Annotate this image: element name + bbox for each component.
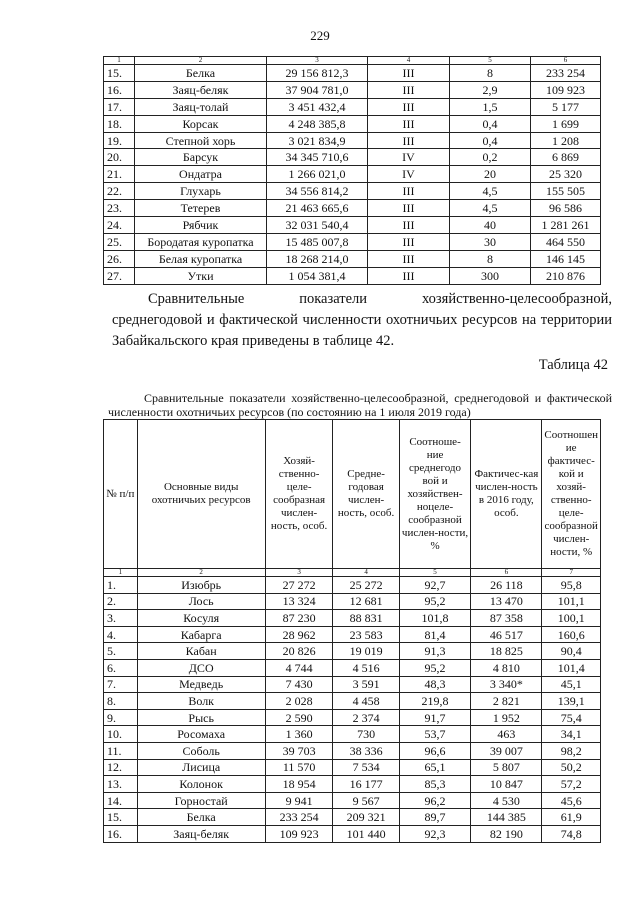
- habitat-area: 29 156 812,3: [267, 65, 368, 82]
- population-count: 96 586: [531, 200, 601, 217]
- average-count: 3 591: [333, 676, 399, 693]
- average-count: 88 831: [333, 610, 399, 627]
- row-number: 2.: [104, 593, 138, 610]
- ratio-actual: 50,2: [542, 759, 601, 776]
- actual-count: 10 847: [471, 776, 542, 793]
- row-number: 14.: [104, 792, 138, 809]
- average-count: 101 440: [333, 825, 399, 842]
- average-count: 12 681: [333, 593, 399, 610]
- table-row: [104, 709, 601, 726]
- habitat-class: III: [368, 267, 450, 284]
- ratio-average: 96,6: [399, 742, 471, 759]
- table1-index-cell: 3: [267, 57, 368, 65]
- habitat-class: III: [368, 200, 450, 217]
- target-count: 27 272: [265, 577, 333, 594]
- row-number: 18.: [104, 115, 135, 132]
- table-row: [104, 809, 601, 826]
- table-row: [104, 742, 601, 759]
- population-count: 6 869: [531, 149, 601, 166]
- species-name: Колонок: [137, 776, 265, 793]
- species-name: Рябчик: [135, 217, 267, 234]
- body-paragraph: [112, 289, 612, 352]
- habitat-class: III: [368, 132, 450, 149]
- ratio-average: 85,3: [399, 776, 471, 793]
- table-caption-text: Сравнительные показатели хозяйственно-целесообразной, среднегодовой и фактической численности охотничьих ресурсов (по состоянию на 1 июля 2019 года): [108, 391, 612, 419]
- row-number: 23.: [104, 200, 135, 217]
- table2-index-cell: 6: [471, 569, 542, 577]
- density: 1,5: [450, 98, 531, 115]
- density: 40: [450, 217, 531, 234]
- table-label: Таблица 42: [538, 357, 608, 373]
- row-number: 16.: [104, 825, 138, 842]
- average-count: 38 336: [333, 742, 399, 759]
- average-count: 25 272: [333, 577, 399, 594]
- table1-index-row: [104, 57, 601, 65]
- density: 300: [450, 267, 531, 284]
- row-number: 9.: [104, 709, 138, 726]
- species-name: Росомаха: [137, 726, 265, 743]
- actual-count: 26 118: [471, 577, 542, 594]
- table1-index-cell: 4: [368, 57, 450, 65]
- ratio-average: 91,7: [399, 709, 471, 726]
- ratio-actual: 45,6: [542, 792, 601, 809]
- table-row: [104, 825, 601, 842]
- species-name: Бородатая куропатка: [135, 233, 267, 250]
- ratio-actual: 98,2: [542, 742, 601, 759]
- density: 8: [450, 250, 531, 267]
- row-number: 5.: [104, 643, 138, 660]
- species-name: Медведь: [137, 676, 265, 693]
- actual-count: 4 530: [471, 792, 542, 809]
- row-number: 27.: [104, 267, 135, 284]
- row-number: 22.: [104, 183, 135, 200]
- species-name: Белка: [135, 65, 267, 82]
- paragraph-first-line: Сравнительные показатели хозяйственно-целесообразной,: [148, 291, 612, 307]
- population-count: 233 254: [531, 65, 601, 82]
- ratio-average: 89,7: [399, 809, 471, 826]
- population-count: 464 550: [531, 233, 601, 250]
- density: 2,9: [450, 81, 531, 98]
- paragraph-rest: среднегодовой и фактической численности охотничьих ресурсов на территории Забайкальского края приведены в таблице 42.: [112, 312, 612, 349]
- ratio-actual: 90,4: [542, 643, 601, 660]
- table1-index-cell: 6: [531, 57, 601, 65]
- habitat-area: 1 054 381,4: [267, 267, 368, 284]
- species-name: Лось: [137, 593, 265, 610]
- target-count: 4 744: [265, 659, 333, 676]
- header-ratio-average: Соотноше-ние среднегодо вой и хозяйствен-ноцеле-сообразной числен-ности, %: [399, 420, 471, 569]
- table-row: [104, 792, 601, 809]
- header-species: Основные виды охотничьих ресурсов: [137, 420, 265, 569]
- target-count: 9 941: [265, 792, 333, 809]
- target-count: 87 230: [265, 610, 333, 627]
- species-name: Волк: [137, 693, 265, 710]
- ratio-average: 95,2: [399, 593, 471, 610]
- row-number: 10.: [104, 726, 138, 743]
- species-name: Глухарь: [135, 183, 267, 200]
- species-name: Заяц-беляк: [137, 825, 265, 842]
- actual-count: 82 190: [471, 825, 542, 842]
- ratio-actual: 57,2: [542, 776, 601, 793]
- species-name: Изюбрь: [137, 577, 265, 594]
- table-row: [104, 217, 601, 234]
- habitat-class: III: [368, 250, 450, 267]
- table-row: [104, 693, 601, 710]
- table-row: [104, 250, 601, 267]
- density: 0,4: [450, 115, 531, 132]
- ratio-actual: 74,8: [542, 825, 601, 842]
- target-count: 13 324: [265, 593, 333, 610]
- row-number: 6.: [104, 659, 138, 676]
- table-row: [104, 166, 601, 183]
- ratio-actual: 101,4: [542, 659, 601, 676]
- habitat-class: III: [368, 115, 450, 132]
- table2-index-cell: 5: [399, 569, 471, 577]
- density: 4,5: [450, 200, 531, 217]
- population-count: 155 505: [531, 183, 601, 200]
- habitat-class: IV: [368, 149, 450, 166]
- target-count: 233 254: [265, 809, 333, 826]
- density: 0,2: [450, 149, 531, 166]
- row-number: 8.: [104, 693, 138, 710]
- habitat-area: 15 485 007,8: [267, 233, 368, 250]
- table-row: [104, 626, 601, 643]
- actual-count: 2 821: [471, 693, 542, 710]
- habitat-area: 34 345 710,6: [267, 149, 368, 166]
- actual-count: 5 807: [471, 759, 542, 776]
- ratio-average: 96,2: [399, 792, 471, 809]
- habitat-class: III: [368, 65, 450, 82]
- actual-count: 1 952: [471, 709, 542, 726]
- table1-index-cell: 2: [135, 57, 267, 65]
- table-row: [104, 81, 601, 98]
- habitat-class: III: [368, 81, 450, 98]
- average-count: 4 516: [333, 659, 399, 676]
- table1-index-cell: 5: [450, 57, 531, 65]
- species-name: Косуля: [137, 610, 265, 627]
- target-count: 2 028: [265, 693, 333, 710]
- target-count: 109 923: [265, 825, 333, 842]
- habitat-area: 4 248 385,8: [267, 115, 368, 132]
- population-count: 109 923: [531, 81, 601, 98]
- row-number: 1.: [104, 577, 138, 594]
- actual-count: 18 825: [471, 643, 542, 660]
- average-count: 9 567: [333, 792, 399, 809]
- actual-count: 39 007: [471, 742, 542, 759]
- species-name: Кабарга: [137, 626, 265, 643]
- habitat-area: 32 031 540,4: [267, 217, 368, 234]
- row-number: 25.: [104, 233, 135, 250]
- habitat-area: 18 268 214,0: [267, 250, 368, 267]
- species-name: Степной хорь: [135, 132, 267, 149]
- average-count: 2 374: [333, 709, 399, 726]
- row-number: 4.: [104, 626, 138, 643]
- header-number: № п/п: [104, 420, 138, 569]
- table-row: [104, 676, 601, 693]
- table-row: [104, 132, 601, 149]
- ratio-actual: 45,1: [542, 676, 601, 693]
- table-row: [104, 726, 601, 743]
- target-count: 1 360: [265, 726, 333, 743]
- habitat-class: III: [368, 183, 450, 200]
- ratio-average: 65,1: [399, 759, 471, 776]
- species-name: Заяц-толай: [135, 98, 267, 115]
- table-row: [104, 149, 601, 166]
- table-row: [104, 659, 601, 676]
- comparison-table: [103, 419, 601, 843]
- ratio-average: 219,8: [399, 693, 471, 710]
- table2-index-cell: 7: [542, 569, 601, 577]
- habitat-area: 3 451 432,4: [267, 98, 368, 115]
- table-row: [104, 759, 601, 776]
- species-name: Лисица: [137, 759, 265, 776]
- ratio-actual: 61,9: [542, 809, 601, 826]
- ratio-average: 81,4: [399, 626, 471, 643]
- table2-index-cell: 3: [265, 569, 333, 577]
- density: 20: [450, 166, 531, 183]
- habitat-area: 34 556 814,2: [267, 183, 368, 200]
- species-name: Горностай: [137, 792, 265, 809]
- average-count: 4 458: [333, 693, 399, 710]
- average-count: 23 583: [333, 626, 399, 643]
- species-name: Соболь: [137, 742, 265, 759]
- species-name: Белая куропатка: [135, 250, 267, 267]
- population-count: 146 145: [531, 250, 601, 267]
- habitat-area: 21 463 665,6: [267, 200, 368, 217]
- table2-body: [104, 577, 601, 843]
- row-number: 20.: [104, 149, 135, 166]
- species-area-table: [103, 56, 601, 285]
- table-row: [104, 115, 601, 132]
- header-ratio-actual: Соотношен ие фактичес-кой и хозяй-ственно-целе-сообразной числен-ности, %: [542, 420, 601, 569]
- table-caption: [108, 391, 612, 419]
- density: 4,5: [450, 183, 531, 200]
- table2-index-cell: 4: [333, 569, 399, 577]
- target-count: 39 703: [265, 742, 333, 759]
- row-number: 17.: [104, 98, 135, 115]
- row-number: 15.: [104, 809, 138, 826]
- target-count: 11 570: [265, 759, 333, 776]
- ratio-actual: 101,1: [542, 593, 601, 610]
- habitat-class: III: [368, 233, 450, 250]
- row-number: 3.: [104, 610, 138, 627]
- target-count: 20 826: [265, 643, 333, 660]
- actual-count: 46 517: [471, 626, 542, 643]
- table-row: [104, 233, 601, 250]
- row-number: 26.: [104, 250, 135, 267]
- density: 0,4: [450, 132, 531, 149]
- actual-count: 4 810: [471, 659, 542, 676]
- ratio-average: 92,3: [399, 825, 471, 842]
- ratio-actual: 75,4: [542, 709, 601, 726]
- ratio-actual: 100,1: [542, 610, 601, 627]
- row-number: 11.: [104, 742, 138, 759]
- average-count: 730: [333, 726, 399, 743]
- species-name: Кабан: [137, 643, 265, 660]
- target-count: 7 430: [265, 676, 333, 693]
- header-actual-count: Фактичес-кая числен-ность в 2016 году, особ.: [471, 420, 542, 569]
- header-average-count: Средне-годовая числен-ность, особ.: [333, 420, 399, 569]
- average-count: 19 019: [333, 643, 399, 660]
- table-row: [104, 200, 601, 217]
- ratio-actual: 160,6: [542, 626, 601, 643]
- table-row: [104, 577, 601, 594]
- table2-index-row: [104, 569, 601, 577]
- ratio-average: 53,7: [399, 726, 471, 743]
- actual-count: 3 340*: [471, 676, 542, 693]
- habitat-class: III: [368, 217, 450, 234]
- row-number: 16.: [104, 81, 135, 98]
- ratio-actual: 95,8: [542, 577, 601, 594]
- actual-count: 144 385: [471, 809, 542, 826]
- ratio-actual: 139,1: [542, 693, 601, 710]
- table-row: [104, 98, 601, 115]
- ratio-average: 101,8: [399, 610, 471, 627]
- species-name: Корсак: [135, 115, 267, 132]
- species-name: Утки: [135, 267, 267, 284]
- table-row: [104, 267, 601, 284]
- page-number: 229: [310, 28, 330, 43]
- actual-count: 13 470: [471, 593, 542, 610]
- header-target-count: Хозяй-ственно-целе-сообразная числен-ность, особ.: [265, 420, 333, 569]
- table1-body: [104, 65, 601, 285]
- row-number: 7.: [104, 676, 138, 693]
- table-row: [104, 65, 601, 82]
- habitat-area: 3 021 834,9: [267, 132, 368, 149]
- row-number: 15.: [104, 65, 135, 82]
- row-number: 24.: [104, 217, 135, 234]
- species-name: Заяц-беляк: [135, 81, 267, 98]
- table-row: [104, 776, 601, 793]
- table2-header-row: [104, 420, 601, 569]
- table-row: [104, 643, 601, 660]
- population-count: 210 876: [531, 267, 601, 284]
- habitat-class: III: [368, 98, 450, 115]
- table-row: [104, 593, 601, 610]
- density: 30: [450, 233, 531, 250]
- row-number: 19.: [104, 132, 135, 149]
- row-number: 21.: [104, 166, 135, 183]
- population-count: 1 208: [531, 132, 601, 149]
- table2-index-cell: 2: [137, 569, 265, 577]
- species-name: Барсук: [135, 149, 267, 166]
- habitat-area: 37 904 781,0: [267, 81, 368, 98]
- population-count: 25 320: [531, 166, 601, 183]
- species-name: ДСО: [137, 659, 265, 676]
- actual-count: 87 358: [471, 610, 542, 627]
- row-number: 12.: [104, 759, 138, 776]
- actual-count: 463: [471, 726, 542, 743]
- ratio-actual: 34,1: [542, 726, 601, 743]
- target-count: 2 590: [265, 709, 333, 726]
- table-row: [104, 610, 601, 627]
- table-row: [104, 183, 601, 200]
- average-count: 7 534: [333, 759, 399, 776]
- habitat-class: IV: [368, 166, 450, 183]
- population-count: 5 177: [531, 98, 601, 115]
- habitat-area: 1 266 021,0: [267, 166, 368, 183]
- species-name: Белка: [137, 809, 265, 826]
- density: 8: [450, 65, 531, 82]
- species-name: Рысь: [137, 709, 265, 726]
- average-count: 16 177: [333, 776, 399, 793]
- ratio-average: 48,3: [399, 676, 471, 693]
- ratio-average: 91,3: [399, 643, 471, 660]
- table2-index-cell: 1: [104, 569, 138, 577]
- ratio-average: 95,2: [399, 659, 471, 676]
- target-count: 18 954: [265, 776, 333, 793]
- average-count: 209 321: [333, 809, 399, 826]
- row-number: 13.: [104, 776, 138, 793]
- population-count: 1 281 261: [531, 217, 601, 234]
- species-name: Ондатра: [135, 166, 267, 183]
- ratio-average: 92,7: [399, 577, 471, 594]
- table1-index-cell: 1: [104, 57, 135, 65]
- species-name: Тетерев: [135, 200, 267, 217]
- population-count: 1 699: [531, 115, 601, 132]
- target-count: 28 962: [265, 626, 333, 643]
